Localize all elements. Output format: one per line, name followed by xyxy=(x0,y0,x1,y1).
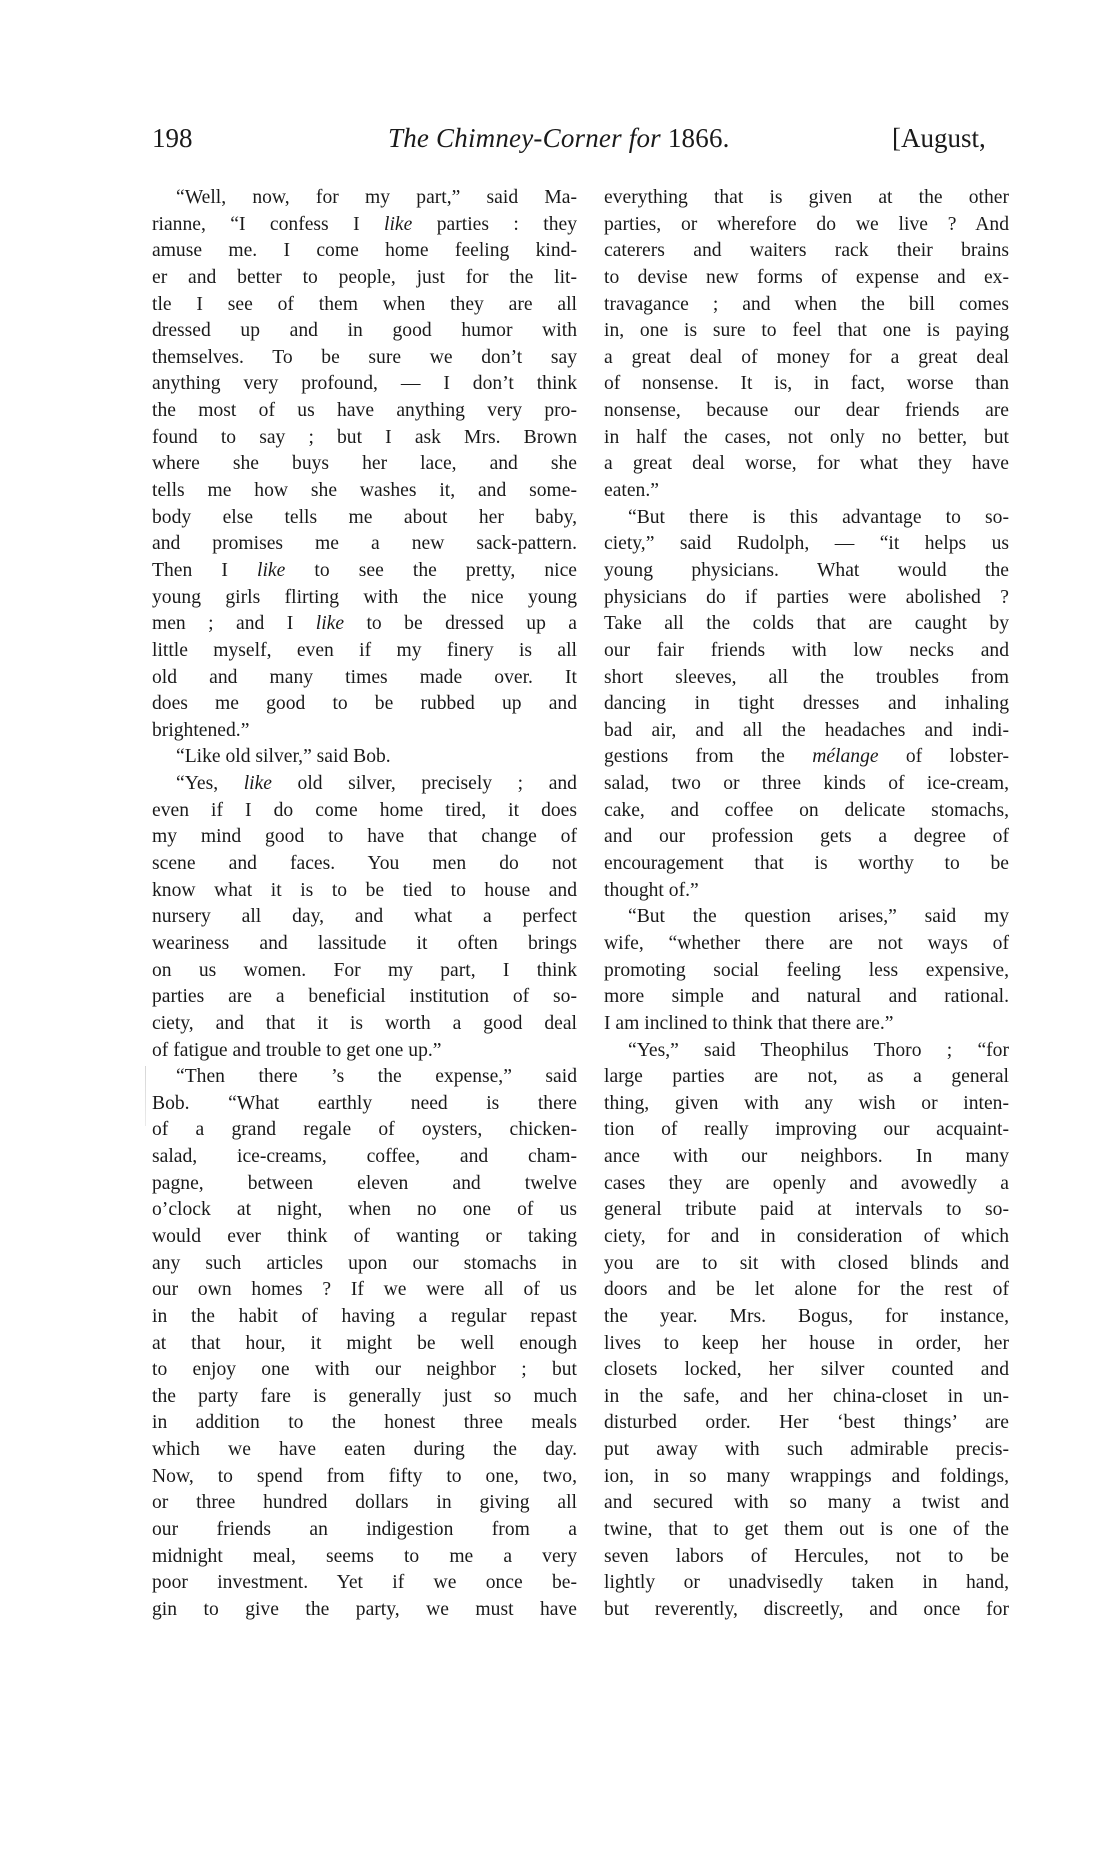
text-line: physicians do if parties were abolished ? xyxy=(604,586,1009,608)
text-line: salad, two or three kinds of ice-cream, xyxy=(604,773,1009,795)
text-line: “Then there ’s the expense,” said xyxy=(176,1066,577,1088)
text-line: salad, ice-creams, coffee, and cham- xyxy=(152,1146,577,1168)
text-line: of nonsense. It is, in fact, worse than xyxy=(604,373,1009,395)
running-title-year: 1866. xyxy=(667,123,730,153)
text-line: parties, or wherefore do we live ? And xyxy=(604,213,1009,235)
text-line: I am inclined to think that there are.” xyxy=(604,1012,894,1034)
text-line: in half the cases, not only no better, but xyxy=(604,426,1009,448)
text-line: promoting social feeling less expensive, xyxy=(604,959,1009,981)
text-line: does me good to be rubbed up and xyxy=(152,693,577,715)
text-line: “Like old silver,” said Bob. xyxy=(176,746,391,768)
text-line: short sleeves, all the troubles from xyxy=(604,666,1009,688)
text-line: nonsense, because our dear friends are xyxy=(604,400,1009,422)
text-line: and our profession gets a degree of xyxy=(604,826,1009,848)
text-line: themselves. To be sure we don’t say xyxy=(152,346,577,368)
text-line: men ; and I like to be dressed up a xyxy=(152,613,578,635)
text-line: disturbed order. Her ‘best things’ are xyxy=(604,1412,1009,1434)
text-line: tle I see of them when they are all xyxy=(152,293,577,315)
text-line: thing, given with any wish or inten- xyxy=(604,1092,1009,1114)
italic-word: like xyxy=(315,613,345,635)
text-line: old and many times made over. It xyxy=(152,666,577,688)
text-line: at that hour, it might be well enough xyxy=(152,1332,577,1354)
text-line: a great deal worse, for what they have xyxy=(604,453,1009,475)
text-line: amuse me. I come home feeling kind- xyxy=(152,240,577,262)
text-line: er and better to people, just for the lit- xyxy=(152,266,577,288)
text-line: travagance ; and when the bill comes xyxy=(604,293,1009,315)
text-line: lives to keep her house in order, her xyxy=(604,1332,1009,1354)
page-number: 198 xyxy=(152,123,193,153)
italic-word: like xyxy=(257,559,286,581)
text-line: to enjoy one with our neighbor ; but xyxy=(152,1359,577,1381)
text-line: eaten.” xyxy=(604,480,659,502)
text-line: tion of really improving our acquaint- xyxy=(604,1119,1009,1141)
text-line: to devise new forms of expense and ex- xyxy=(604,266,1009,288)
text-line: “But the question arises,” said my xyxy=(628,906,1009,928)
text-line: but reverently, discreetly, and once for xyxy=(604,1598,1009,1620)
text-line: Now, to spend from fifty to one, two, xyxy=(152,1465,577,1487)
text-line: of fatigue and trouble to get one up.” xyxy=(152,1039,442,1061)
text-line: would ever think of wanting or taking xyxy=(152,1225,577,1247)
text-line: the most of us have anything very pro- xyxy=(152,400,577,422)
text-line: closets locked, her silver counted and xyxy=(604,1359,1009,1381)
text-line: young girls flirting with the nice young xyxy=(152,586,577,608)
text-line: ance with our neighbors. In many xyxy=(604,1146,1009,1168)
text-column-right xyxy=(604,185,1009,1624)
text-line: “But there is this advantage to so- xyxy=(628,506,1009,528)
text-line: put away with such admirable precis- xyxy=(604,1439,1009,1461)
text-line: even if I do come home tired, it does xyxy=(152,799,577,821)
text-line: “Well, now, for my part,” said Ma- xyxy=(176,187,577,208)
text-line: ciety,” said Rudolph, — “it helps us xyxy=(604,533,1009,555)
text-line: in the safe, and her china-closet in un- xyxy=(604,1385,1009,1407)
text-line: where she buys her lace, and she xyxy=(152,453,577,475)
italic-word: like xyxy=(243,773,272,795)
text-line: o’clock at night, when no one of us xyxy=(152,1199,577,1221)
text-line: young physicians. What would the xyxy=(604,559,1009,581)
text-line: general tribute paid at intervals to so- xyxy=(604,1199,1009,1221)
text-line: a great deal of money for a great deal xyxy=(604,346,1009,368)
text-line: and secured with so many a twist and xyxy=(604,1492,1009,1514)
text-line: the party fare is generally just so much xyxy=(152,1385,577,1407)
text-line: midnight meal, seems to me a very xyxy=(152,1545,577,1567)
text-line: tells me how she washes it, and some- xyxy=(152,480,577,502)
margin-pencil-mark xyxy=(145,1066,146,1126)
text-line: scene and faces. You men do not xyxy=(152,853,577,875)
text-line: brightened.” xyxy=(152,719,250,741)
text-line: our friends an indigestion from a xyxy=(152,1519,577,1541)
running-title xyxy=(388,118,730,158)
text-line: weariness and lassitude it often brings xyxy=(152,932,577,954)
running-month: [August, xyxy=(892,123,986,153)
text-line: gestions from the mélange of lobster- xyxy=(604,746,1009,768)
text-line: know what it is to be tied to house and xyxy=(152,879,577,901)
text-line: my mind good to have that change of xyxy=(152,826,577,848)
page-header xyxy=(152,118,1012,158)
text-line: gin to give the party, we must have xyxy=(152,1598,577,1620)
text-line: ciety, for and in consideration of which xyxy=(604,1225,1009,1247)
text-line: you are to sit with closed blinds and xyxy=(604,1252,1009,1274)
text-line: parties are a beneficial institution of so- xyxy=(152,986,577,1008)
italic-word: like xyxy=(384,213,413,235)
text-line: little myself, even if my finery is all xyxy=(152,639,577,661)
text-line: “Yes, like old silver, precisely ; and xyxy=(176,773,577,795)
text-line: rianne, “I confess I like parties : they xyxy=(152,213,577,235)
text-line: of a grand regale of oysters, chicken- xyxy=(152,1119,577,1141)
text-line: Then I like to see the pretty, nice xyxy=(152,559,577,581)
text-line: encouragement that is worthy to be xyxy=(604,853,1009,875)
text-line: poor investment. Yet if we once be- xyxy=(152,1572,577,1594)
text-line: caterers and waiters rack their brains xyxy=(604,240,1009,262)
text-line: Bob. “What earthly need is there xyxy=(152,1092,577,1114)
running-title-text: The Chimney-Corner for xyxy=(388,123,661,153)
text-line: anything very profound, — I don’t think xyxy=(152,373,577,395)
text-line: twine, that to get them out is one of the xyxy=(604,1519,1009,1541)
text-line: cases they are openly and avowedly a xyxy=(604,1172,1009,1194)
text-line: pagne, between eleven and twelve xyxy=(152,1172,577,1194)
text-line: in addition to the honest three meals xyxy=(152,1412,577,1434)
text-line: nursery all day, and what a perfect xyxy=(152,906,577,928)
text-line: and promises me a new sack-pattern. xyxy=(152,533,577,555)
text-line: any such articles upon our stomachs in xyxy=(152,1252,577,1274)
text-line: Take all the colds that are caught by xyxy=(604,613,1009,635)
text-line: body else tells me about her baby, xyxy=(152,506,577,528)
text-line: ion, in so many wrappings and foldings, xyxy=(604,1465,1009,1487)
text-line: thought of.” xyxy=(604,879,699,901)
text-line: seven labors of Hercules, not to be xyxy=(604,1545,1009,1567)
text-line: everything that is given at the other xyxy=(604,187,1009,208)
text-line: in the habit of having a regular repast xyxy=(152,1305,577,1327)
italic-word: mélange xyxy=(812,746,879,768)
text-line: large parties are not, as a general xyxy=(604,1066,1009,1088)
text-line: our own homes ? If we were all of us xyxy=(152,1279,577,1301)
text-line: “Yes,” said Theophilus Thoro ; “for xyxy=(628,1039,1009,1061)
text-line: ciety, and that it is worth a good deal xyxy=(152,1012,577,1034)
text-line: or three hundred dollars in giving all xyxy=(152,1492,577,1514)
text-line: which we have eaten during the day. xyxy=(152,1439,577,1461)
text-line: on us women. For my part, I think xyxy=(152,959,577,981)
text-column-left xyxy=(152,185,577,1624)
text-line: in, one is sure to feel that one is paying xyxy=(604,320,1009,342)
text-line: cake, and coffee on delicate stomachs, xyxy=(604,799,1009,821)
text-line: lightly or unadvisedly taken in hand, xyxy=(604,1572,1009,1594)
text-line: our fair friends with low necks and xyxy=(604,639,1009,661)
text-line: dressed up and in good humor with xyxy=(152,320,577,342)
text-line: more simple and natural and rational. xyxy=(604,986,1009,1008)
text-line: the year. Mrs. Bogus, for instance, xyxy=(604,1305,1009,1327)
text-line: found to say ; but I ask Mrs. Brown xyxy=(152,426,577,448)
text-line: wife, “whether there are not ways of xyxy=(604,932,1009,954)
text-line: bad air, and all the headaches and indi- xyxy=(604,719,1009,741)
text-line: dancing in tight dresses and inhaling xyxy=(604,693,1009,715)
text-line: doors and be let alone for the rest of xyxy=(604,1279,1009,1301)
